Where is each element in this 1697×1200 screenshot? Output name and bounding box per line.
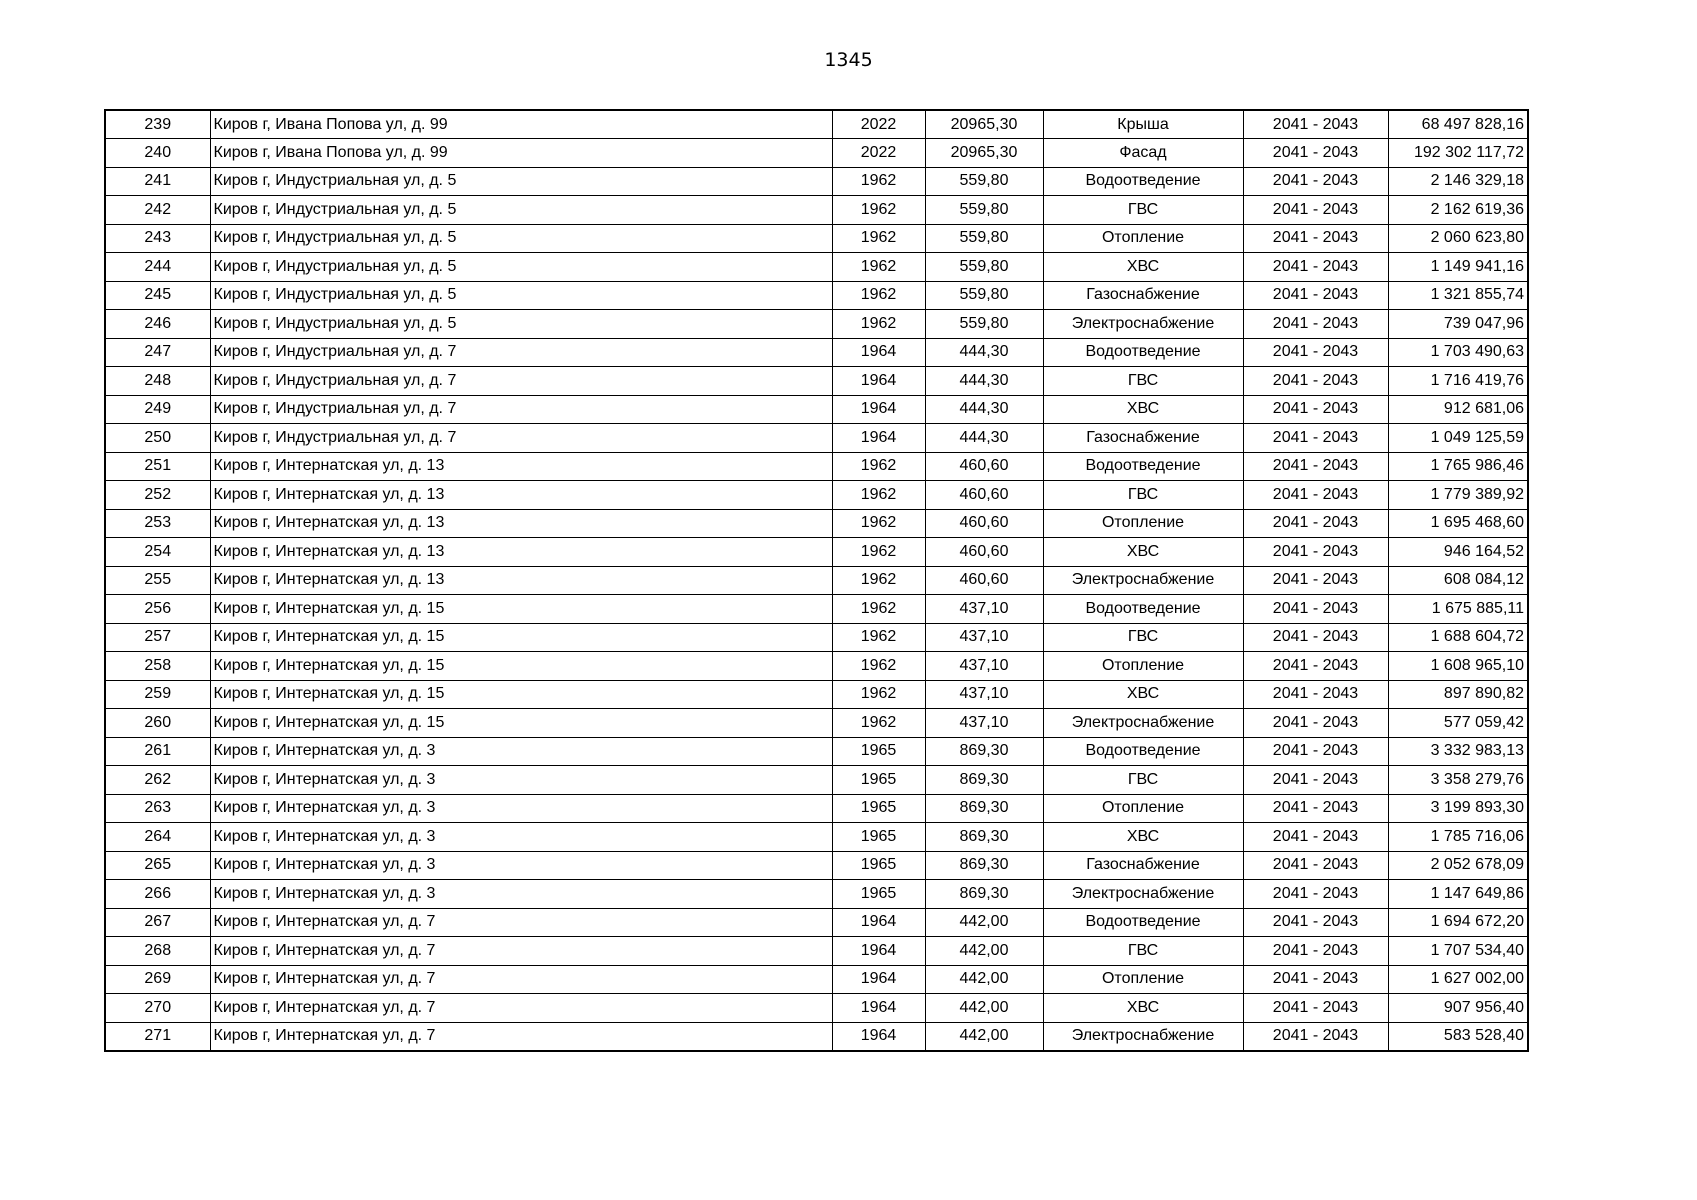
work-type-cell: ГВС: [1043, 367, 1243, 396]
build-year-cell: 1962: [832, 623, 925, 652]
build-year-cell: 1962: [832, 538, 925, 567]
address-cell: Киров г, Интернатская ул, д. 13: [210, 509, 832, 538]
address-cell: Киров г, Ивана Попова ул, д. 99: [210, 139, 832, 168]
area-cell: 559,80: [925, 224, 1043, 253]
address-cell: Киров г, Индустриальная ул, д. 5: [210, 167, 832, 196]
cost-cell: 1 694 672,20: [1388, 908, 1528, 937]
row-number-cell: 246: [105, 310, 210, 339]
work-type-cell: ГВС: [1043, 623, 1243, 652]
work-type-cell: Водоотведение: [1043, 338, 1243, 367]
cost-cell: 1 675 885,11: [1388, 595, 1528, 624]
period-cell: 2041 - 2043: [1243, 709, 1388, 738]
area-cell: 869,30: [925, 880, 1043, 909]
period-cell: 2041 - 2043: [1243, 823, 1388, 852]
work-type-cell: Фасад: [1043, 139, 1243, 168]
work-type-cell: Отопление: [1043, 509, 1243, 538]
address-cell: Киров г, Индустриальная ул, д. 5: [210, 224, 832, 253]
area-cell: 460,60: [925, 452, 1043, 481]
cost-cell: 2 162 619,36: [1388, 196, 1528, 225]
area-cell: 559,80: [925, 196, 1043, 225]
build-year-cell: 1962: [832, 452, 925, 481]
area-cell: 460,60: [925, 538, 1043, 567]
cost-cell: 3 358 279,76: [1388, 766, 1528, 795]
row-number-cell: 243: [105, 224, 210, 253]
area-cell: 442,00: [925, 937, 1043, 966]
cost-cell: 1 627 002,00: [1388, 965, 1528, 994]
address-cell: Киров г, Интернатская ул, д. 3: [210, 823, 832, 852]
page-number: 1345: [824, 49, 873, 71]
build-year-cell: 1962: [832, 509, 925, 538]
address-cell: Киров г, Интернатская ул, д. 13: [210, 538, 832, 567]
cost-cell: 1 765 986,46: [1388, 452, 1528, 481]
row-number-cell: 239: [105, 110, 210, 139]
address-cell: Киров г, Интернатская ул, д. 3: [210, 766, 832, 795]
row-number-cell: 251: [105, 452, 210, 481]
row-number-cell: 241: [105, 167, 210, 196]
build-year-cell: 1965: [832, 880, 925, 909]
row-number-cell: 254: [105, 538, 210, 567]
work-type-cell: ГВС: [1043, 481, 1243, 510]
cost-cell: 583 528,40: [1388, 1022, 1528, 1051]
table-row: [105, 652, 1528, 681]
row-number-cell: 267: [105, 908, 210, 937]
build-year-cell: 1962: [832, 680, 925, 709]
area-cell: 559,80: [925, 310, 1043, 339]
table-row: [105, 623, 1528, 652]
period-cell: 2041 - 2043: [1243, 851, 1388, 880]
address-cell: Киров г, Интернатская ул, д. 13: [210, 452, 832, 481]
period-cell: 2041 - 2043: [1243, 367, 1388, 396]
cost-cell: 2 146 329,18: [1388, 167, 1528, 196]
table-row: [105, 737, 1528, 766]
work-type-cell: ХВС: [1043, 823, 1243, 852]
address-cell: Киров г, Интернатская ул, д. 7: [210, 908, 832, 937]
address-cell: Киров г, Интернатская ул, д. 7: [210, 1022, 832, 1051]
build-year-cell: 1964: [832, 395, 925, 424]
cost-cell: 912 681,06: [1388, 395, 1528, 424]
address-cell: Киров г, Интернатская ул, д. 7: [210, 937, 832, 966]
build-year-cell: 1964: [832, 908, 925, 937]
area-cell: 559,80: [925, 253, 1043, 282]
work-type-cell: Отопление: [1043, 965, 1243, 994]
build-year-cell: 1962: [832, 566, 925, 595]
row-number-cell: 253: [105, 509, 210, 538]
address-cell: Киров г, Интернатская ул, д. 13: [210, 566, 832, 595]
work-type-cell: ХВС: [1043, 395, 1243, 424]
table-row: [105, 766, 1528, 795]
area-cell: 437,10: [925, 709, 1043, 738]
address-cell: Киров г, Индустриальная ул, д. 7: [210, 338, 832, 367]
work-type-cell: ХВС: [1043, 994, 1243, 1023]
table-row: [105, 338, 1528, 367]
row-number-cell: 262: [105, 766, 210, 795]
work-type-cell: ХВС: [1043, 538, 1243, 567]
row-number-cell: 264: [105, 823, 210, 852]
table-row: [105, 281, 1528, 310]
cost-cell: 3 199 893,30: [1388, 794, 1528, 823]
address-cell: Киров г, Индустриальная ул, д. 7: [210, 395, 832, 424]
area-cell: 444,30: [925, 395, 1043, 424]
table-row: [105, 680, 1528, 709]
address-cell: Киров г, Интернатская ул, д. 15: [210, 595, 832, 624]
period-cell: 2041 - 2043: [1243, 139, 1388, 168]
work-type-cell: Отопление: [1043, 224, 1243, 253]
period-cell: 2041 - 2043: [1243, 680, 1388, 709]
build-year-cell: 1964: [832, 338, 925, 367]
build-year-cell: 1965: [832, 794, 925, 823]
period-cell: 2041 - 2043: [1243, 509, 1388, 538]
work-type-cell: Электроснабжение: [1043, 310, 1243, 339]
work-type-cell: Водоотведение: [1043, 452, 1243, 481]
period-cell: 2041 - 2043: [1243, 281, 1388, 310]
cost-cell: 2 060 623,80: [1388, 224, 1528, 253]
build-year-cell: 1964: [832, 937, 925, 966]
table-row: [105, 823, 1528, 852]
area-cell: 444,30: [925, 424, 1043, 453]
table-row: [105, 1022, 1528, 1051]
build-year-cell: 1962: [832, 709, 925, 738]
cost-cell: 577 059,42: [1388, 709, 1528, 738]
row-number-cell: 266: [105, 880, 210, 909]
cost-cell: 1 147 649,86: [1388, 880, 1528, 909]
work-type-cell: Отопление: [1043, 794, 1243, 823]
cost-cell: 1 707 534,40: [1388, 937, 1528, 966]
build-year-cell: 1962: [832, 253, 925, 282]
row-number-cell: 270: [105, 994, 210, 1023]
work-type-cell: Газоснабжение: [1043, 281, 1243, 310]
build-year-cell: 1964: [832, 994, 925, 1023]
build-year-cell: 2022: [832, 110, 925, 139]
period-cell: 2041 - 2043: [1243, 167, 1388, 196]
row-number-cell: 242: [105, 196, 210, 225]
work-type-cell: ХВС: [1043, 680, 1243, 709]
area-cell: 869,30: [925, 851, 1043, 880]
period-cell: 2041 - 2043: [1243, 908, 1388, 937]
row-number-cell: 244: [105, 253, 210, 282]
build-year-cell: 1965: [832, 823, 925, 852]
area-cell: 460,60: [925, 481, 1043, 510]
address-cell: Киров г, Ивана Попова ул, д. 99: [210, 110, 832, 139]
address-cell: Киров г, Интернатская ул, д. 3: [210, 880, 832, 909]
period-cell: 2041 - 2043: [1243, 652, 1388, 681]
cost-cell: 1 695 468,60: [1388, 509, 1528, 538]
period-cell: 2041 - 2043: [1243, 623, 1388, 652]
build-year-cell: 1962: [832, 595, 925, 624]
address-cell: Киров г, Интернатская ул, д. 15: [210, 652, 832, 681]
table-row: [105, 709, 1528, 738]
row-number-cell: 247: [105, 338, 210, 367]
table-row: [105, 965, 1528, 994]
area-cell: 442,00: [925, 908, 1043, 937]
area-cell: 437,10: [925, 623, 1043, 652]
area-cell: 869,30: [925, 766, 1043, 795]
area-cell: 437,10: [925, 652, 1043, 681]
row-number-cell: 265: [105, 851, 210, 880]
period-cell: 2041 - 2043: [1243, 110, 1388, 139]
build-year-cell: 1962: [832, 224, 925, 253]
table-row: [105, 509, 1528, 538]
build-year-cell: 1962: [832, 310, 925, 339]
period-cell: 2041 - 2043: [1243, 338, 1388, 367]
build-year-cell: 1962: [832, 167, 925, 196]
area-cell: 442,00: [925, 965, 1043, 994]
cost-cell: 1 049 125,59: [1388, 424, 1528, 453]
row-number-cell: 258: [105, 652, 210, 681]
row-number-cell: 261: [105, 737, 210, 766]
table-row: [105, 994, 1528, 1023]
cost-cell: 897 890,82: [1388, 680, 1528, 709]
build-year-cell: 1965: [832, 737, 925, 766]
work-type-cell: Электроснабжение: [1043, 566, 1243, 595]
area-cell: 460,60: [925, 566, 1043, 595]
address-cell: Киров г, Индустриальная ул, д. 5: [210, 281, 832, 310]
row-number-cell: 260: [105, 709, 210, 738]
address-cell: Киров г, Индустриальная ул, д. 5: [210, 310, 832, 339]
table-row: [105, 481, 1528, 510]
period-cell: 2041 - 2043: [1243, 794, 1388, 823]
address-cell: Киров г, Интернатская ул, д. 3: [210, 737, 832, 766]
area-cell: 20965,30: [925, 110, 1043, 139]
build-year-cell: 1964: [832, 424, 925, 453]
address-cell: Киров г, Индустриальная ул, д. 5: [210, 196, 832, 225]
table-row: [105, 253, 1528, 282]
address-cell: Киров г, Интернатская ул, д. 15: [210, 680, 832, 709]
row-number-cell: 255: [105, 566, 210, 595]
area-cell: 442,00: [925, 1022, 1043, 1051]
row-number-cell: 248: [105, 367, 210, 396]
period-cell: 2041 - 2043: [1243, 424, 1388, 453]
cost-cell: 1 779 389,92: [1388, 481, 1528, 510]
area-cell: 869,30: [925, 823, 1043, 852]
address-cell: Киров г, Индустриальная ул, д. 7: [210, 424, 832, 453]
table-row: [105, 880, 1528, 909]
table-row: [105, 595, 1528, 624]
period-cell: 2041 - 2043: [1243, 965, 1388, 994]
period-cell: 2041 - 2043: [1243, 395, 1388, 424]
period-cell: 2041 - 2043: [1243, 538, 1388, 567]
address-cell: Киров г, Интернатская ул, д. 13: [210, 481, 832, 510]
period-cell: 2041 - 2043: [1243, 253, 1388, 282]
row-number-cell: 263: [105, 794, 210, 823]
table-row: [105, 224, 1528, 253]
period-cell: 2041 - 2043: [1243, 310, 1388, 339]
work-type-cell: Крыша: [1043, 110, 1243, 139]
row-number-cell: 257: [105, 623, 210, 652]
work-type-cell: ГВС: [1043, 937, 1243, 966]
cost-cell: 1 785 716,06: [1388, 823, 1528, 852]
row-number-cell: 240: [105, 139, 210, 168]
period-cell: 2041 - 2043: [1243, 224, 1388, 253]
repair-schedule-table: [104, 109, 1529, 1052]
period-cell: 2041 - 2043: [1243, 1022, 1388, 1051]
build-year-cell: 1964: [832, 965, 925, 994]
row-number-cell: 249: [105, 395, 210, 424]
table-row: [105, 794, 1528, 823]
build-year-cell: 1965: [832, 851, 925, 880]
table-row: [105, 310, 1528, 339]
cost-cell: 68 497 828,16: [1388, 110, 1528, 139]
address-cell: Киров г, Интернатская ул, д. 3: [210, 794, 832, 823]
table-row: [105, 538, 1528, 567]
table-row: [105, 566, 1528, 595]
work-type-cell: Электроснабжение: [1043, 709, 1243, 738]
build-year-cell: 1965: [832, 766, 925, 795]
build-year-cell: 1964: [832, 1022, 925, 1051]
area-cell: 444,30: [925, 338, 1043, 367]
cost-cell: 1 608 965,10: [1388, 652, 1528, 681]
address-cell: Киров г, Интернатская ул, д. 7: [210, 965, 832, 994]
cost-cell: 3 332 983,13: [1388, 737, 1528, 766]
row-number-cell: 268: [105, 937, 210, 966]
period-cell: 2041 - 2043: [1243, 595, 1388, 624]
build-year-cell: 1962: [832, 481, 925, 510]
area-cell: 20965,30: [925, 139, 1043, 168]
area-cell: 437,10: [925, 595, 1043, 624]
period-cell: 2041 - 2043: [1243, 566, 1388, 595]
address-cell: Киров г, Интернатская ул, д. 3: [210, 851, 832, 880]
table-row: [105, 395, 1528, 424]
period-cell: 2041 - 2043: [1243, 880, 1388, 909]
build-year-cell: 2022: [832, 139, 925, 168]
area-cell: 460,60: [925, 509, 1043, 538]
work-type-cell: Водоотведение: [1043, 908, 1243, 937]
cost-cell: 739 047,96: [1388, 310, 1528, 339]
work-type-cell: Газоснабжение: [1043, 424, 1243, 453]
cost-cell: 2 052 678,09: [1388, 851, 1528, 880]
cost-cell: 1 716 419,76: [1388, 367, 1528, 396]
row-number-cell: 256: [105, 595, 210, 624]
row-number-cell: 245: [105, 281, 210, 310]
work-type-cell: Водоотведение: [1043, 167, 1243, 196]
work-type-cell: Водоотведение: [1043, 737, 1243, 766]
area-cell: 869,30: [925, 737, 1043, 766]
cost-cell: 1 321 855,74: [1388, 281, 1528, 310]
row-number-cell: 250: [105, 424, 210, 453]
address-cell: Киров г, Интернатская ул, д. 15: [210, 709, 832, 738]
row-number-cell: 269: [105, 965, 210, 994]
table-row: [105, 367, 1528, 396]
period-cell: 2041 - 2043: [1243, 196, 1388, 225]
cost-cell: 608 084,12: [1388, 566, 1528, 595]
table-body: [105, 110, 1528, 1051]
build-year-cell: 1964: [832, 367, 925, 396]
work-type-cell: ГВС: [1043, 766, 1243, 795]
cost-cell: 946 164,52: [1388, 538, 1528, 567]
table-row: [105, 851, 1528, 880]
address-cell: Киров г, Индустриальная ул, д. 5: [210, 253, 832, 282]
work-type-cell: Электроснабжение: [1043, 880, 1243, 909]
work-type-cell: Газоснабжение: [1043, 851, 1243, 880]
cost-cell: 1 149 941,16: [1388, 253, 1528, 282]
cost-cell: 192 302 117,72: [1388, 139, 1528, 168]
work-type-cell: Отопление: [1043, 652, 1243, 681]
period-cell: 2041 - 2043: [1243, 937, 1388, 966]
build-year-cell: 1962: [832, 281, 925, 310]
table-row: [105, 110, 1528, 139]
area-cell: 869,30: [925, 794, 1043, 823]
period-cell: 2041 - 2043: [1243, 766, 1388, 795]
area-cell: 444,30: [925, 367, 1043, 396]
area-cell: 442,00: [925, 994, 1043, 1023]
period-cell: 2041 - 2043: [1243, 737, 1388, 766]
address-cell: Киров г, Интернатская ул, д. 7: [210, 994, 832, 1023]
table-row: [105, 139, 1528, 168]
build-year-cell: 1962: [832, 196, 925, 225]
cost-cell: 1 703 490,63: [1388, 338, 1528, 367]
area-cell: 559,80: [925, 281, 1043, 310]
period-cell: 2041 - 2043: [1243, 994, 1388, 1023]
work-type-cell: Электроснабжение: [1043, 1022, 1243, 1051]
row-number-cell: 252: [105, 481, 210, 510]
table-row: [105, 196, 1528, 225]
area-cell: 559,80: [925, 167, 1043, 196]
cost-cell: 907 956,40: [1388, 994, 1528, 1023]
work-type-cell: Водоотведение: [1043, 595, 1243, 624]
address-cell: Киров г, Индустриальная ул, д. 7: [210, 367, 832, 396]
table-row: [105, 937, 1528, 966]
table-row: [105, 167, 1528, 196]
build-year-cell: 1962: [832, 652, 925, 681]
row-number-cell: 259: [105, 680, 210, 709]
row-number-cell: 271: [105, 1022, 210, 1051]
work-type-cell: ГВС: [1043, 196, 1243, 225]
area-cell: 437,10: [925, 680, 1043, 709]
work-type-cell: ХВС: [1043, 253, 1243, 282]
table-row: [105, 908, 1528, 937]
table-row: [105, 452, 1528, 481]
address-cell: Киров г, Интернатская ул, д. 15: [210, 623, 832, 652]
cost-cell: 1 688 604,72: [1388, 623, 1528, 652]
period-cell: 2041 - 2043: [1243, 452, 1388, 481]
table-row: [105, 424, 1528, 453]
period-cell: 2041 - 2043: [1243, 481, 1388, 510]
